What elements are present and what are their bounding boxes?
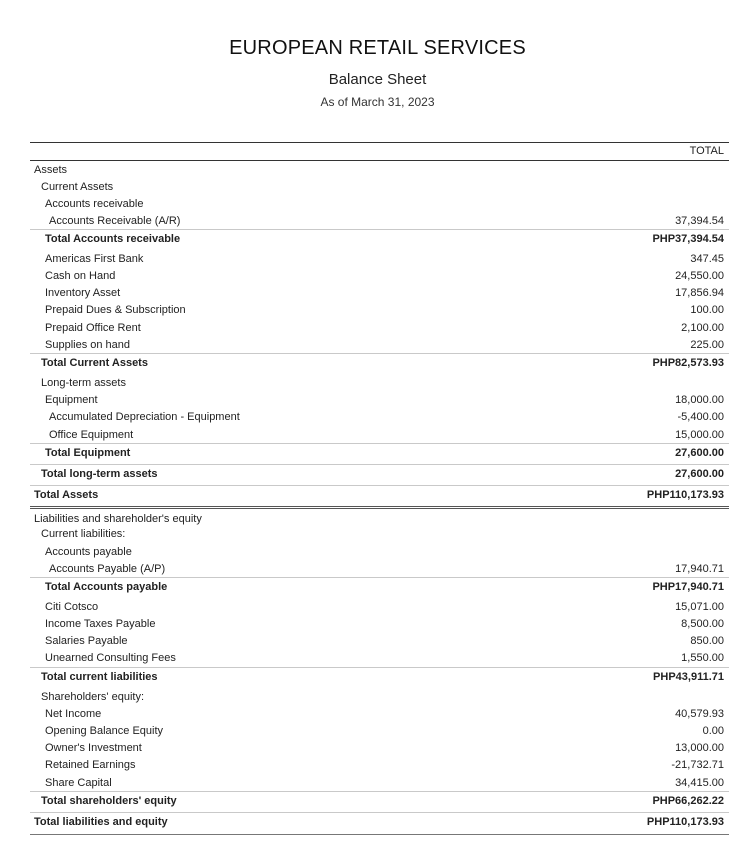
row-label: Salaries Payable bbox=[45, 635, 128, 647]
total-row-assets bbox=[30, 485, 729, 506]
row-label: Share Capital bbox=[45, 777, 112, 789]
row-label: Total current liabilities bbox=[41, 671, 158, 683]
row-label: Opening Balance Equity bbox=[45, 725, 164, 737]
row-amount[interactable]: 34,415.00 bbox=[675, 777, 724, 789]
row-label: Accounts Payable (A/P) bbox=[49, 563, 166, 575]
row-label: Prepaid Office Rent bbox=[45, 322, 141, 334]
row-amount[interactable]: 850.00 bbox=[690, 635, 724, 647]
row-label: Retained Earnings bbox=[45, 759, 136, 771]
total-row bbox=[30, 577, 729, 595]
row-label: Total Accounts payable bbox=[45, 581, 168, 593]
footer-rule bbox=[30, 834, 729, 835]
row-label: Long-term assets bbox=[41, 377, 126, 389]
row-label: Total long-term assets bbox=[41, 468, 158, 480]
row-amount[interactable]: PHP110,173.93 bbox=[646, 489, 724, 501]
row-amount[interactable]: -21,732.71 bbox=[671, 759, 724, 771]
total-row bbox=[30, 229, 729, 247]
row-label: Income Taxes Payable bbox=[45, 618, 156, 630]
total-row bbox=[30, 443, 729, 461]
header-top-rule bbox=[30, 142, 729, 143]
row-amount[interactable]: PHP82,573.93 bbox=[652, 357, 724, 369]
row-amount[interactable]: 8,500.00 bbox=[681, 618, 724, 630]
row-amount[interactable]: 100.00 bbox=[690, 304, 724, 316]
row-label: Prepaid Dues & Subscription bbox=[45, 304, 186, 316]
header-bottom-rule bbox=[30, 160, 729, 161]
total-row-liabilities-equity bbox=[30, 812, 729, 833]
row-label: Accounts payable bbox=[45, 546, 132, 558]
row-amount[interactable]: -5,400.00 bbox=[677, 411, 724, 423]
row-label: Office Equipment bbox=[49, 429, 134, 441]
row-label: Current Assets bbox=[41, 181, 114, 193]
row-label: Equipment bbox=[45, 394, 98, 406]
row-amount[interactable]: PHP43,911.71 bbox=[653, 671, 724, 683]
row-amount[interactable]: 0.00 bbox=[702, 725, 724, 737]
row-label: Total Equipment bbox=[45, 447, 131, 459]
total-row bbox=[30, 791, 729, 809]
row-label: Assets bbox=[34, 164, 68, 176]
row-label: Cash on Hand bbox=[45, 270, 116, 282]
row-amount[interactable]: 347.45 bbox=[690, 253, 724, 265]
report-period: As of March 31, 2023 bbox=[320, 95, 435, 109]
row-label: Citi Cotsco bbox=[45, 601, 99, 613]
row-amount[interactable]: 24,550.00 bbox=[675, 270, 724, 282]
row-amount[interactable]: PHP66,262.22 bbox=[652, 795, 724, 807]
row-label: Total liabilities and equity bbox=[34, 816, 168, 828]
total-row bbox=[30, 464, 729, 482]
row-amount[interactable]: 40,579.93 bbox=[675, 708, 724, 720]
company-name: EUROPEAN RETAIL SERVICES bbox=[229, 37, 526, 59]
row-amount[interactable]: 13,000.00 bbox=[675, 742, 724, 754]
row-amount[interactable]: 37,394.54 bbox=[675, 215, 724, 227]
row-amount[interactable]: 18,000.00 bbox=[675, 394, 724, 406]
row-label: Net Income bbox=[45, 708, 102, 720]
total-row bbox=[30, 667, 729, 685]
row-amount[interactable]: 17,940.71 bbox=[675, 563, 724, 575]
row-label: Owner's Investment bbox=[45, 742, 142, 754]
row-label: Total Accounts receivable bbox=[45, 233, 181, 245]
row-label: Accounts receivable bbox=[45, 198, 144, 210]
row-label: Accumulated Depreciation - Equipment bbox=[49, 411, 240, 423]
row-label: Accounts Receivable (A/R) bbox=[49, 215, 181, 227]
row-label: Total Assets bbox=[34, 489, 99, 501]
row-label: Total Current Assets bbox=[41, 357, 148, 369]
row-label: Inventory Asset bbox=[45, 287, 121, 299]
row-label: Current liabilities: bbox=[41, 528, 126, 540]
row-amount[interactable]: PHP110,173.93 bbox=[646, 816, 724, 828]
row-amount[interactable]: 1,550.00 bbox=[681, 652, 724, 664]
section-liabilities-equity bbox=[30, 506, 729, 525]
row-amount[interactable]: 17,856.94 bbox=[675, 287, 724, 299]
total-row bbox=[30, 353, 729, 371]
row-amount[interactable]: 27,600.00 bbox=[675, 447, 724, 459]
row-label: Liabilities and shareholder's equity bbox=[34, 513, 202, 525]
row-amount[interactable]: PHP37,394.54 bbox=[652, 233, 724, 245]
row-amount[interactable]: PHP17,940.71 bbox=[652, 581, 724, 593]
row-amount[interactable]: 2,100.00 bbox=[681, 322, 724, 334]
row-amount[interactable]: 225.00 bbox=[690, 339, 724, 351]
row-amount[interactable]: 15,000.00 bbox=[675, 429, 724, 441]
row-label: Total shareholders' equity bbox=[41, 795, 177, 807]
column-header-total: TOTAL bbox=[689, 145, 724, 157]
row-amount[interactable]: 27,600.00 bbox=[675, 468, 724, 480]
row-label: Unearned Consulting Fees bbox=[45, 652, 176, 664]
report-title: Balance Sheet bbox=[328, 71, 427, 88]
row-amount[interactable]: 15,071.00 bbox=[675, 601, 724, 613]
row-label: Supplies on hand bbox=[45, 339, 131, 351]
row-label: Shareholders' equity: bbox=[41, 691, 144, 703]
row-label: Americas First Bank bbox=[45, 253, 144, 265]
